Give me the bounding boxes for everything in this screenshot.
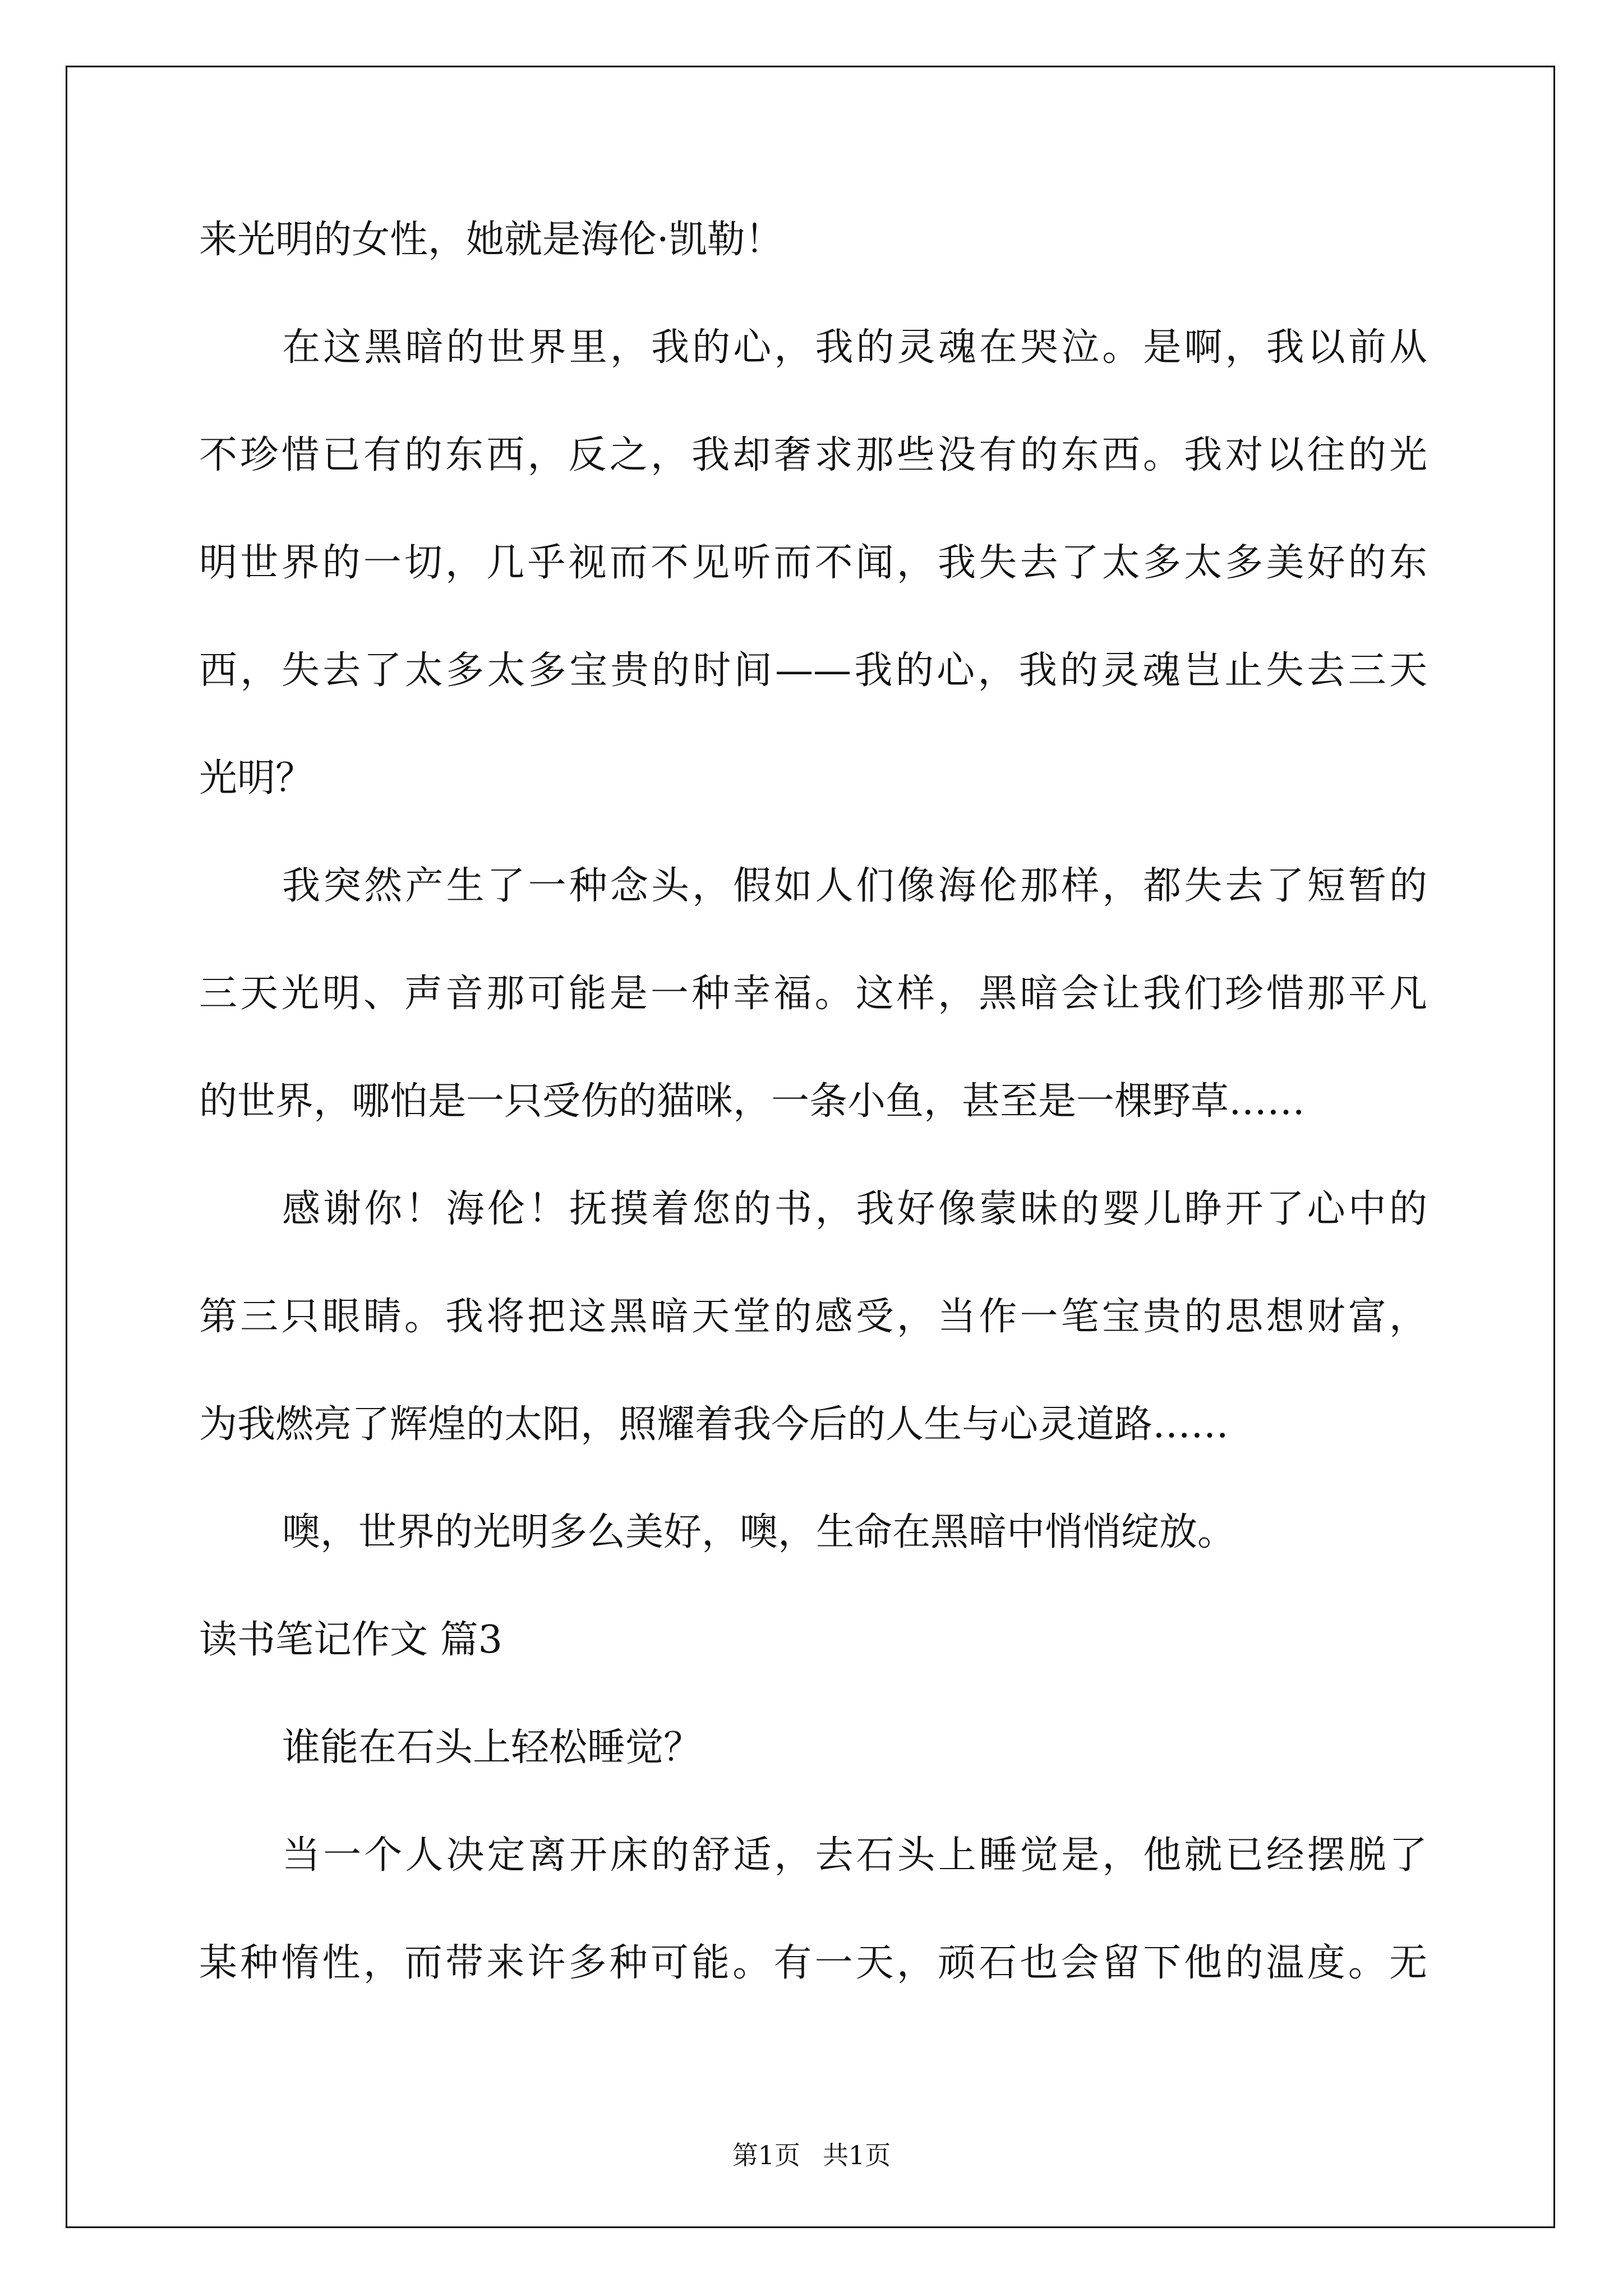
paragraph-first-line: 在这黑暗的世界里，我的心，我的灵魂在哭泣。是啊，我以前从 — [282, 325, 1427, 370]
text-line: 不珍惜已有的东西，反之，我却奢求那些没有的东西。我对以往的光 — [199, 433, 1427, 477]
text-line: 来光明的女性，她就是海伦·凯勒！ — [199, 218, 783, 262]
text-line: 的世界，哪怕是一只受伤的猫咪，一条小鱼，甚至是一棵野草…… — [199, 1079, 1306, 1124]
paragraph-first-line: 当一个人决定离开床的舒适，去石头上睡觉是，他就已经摆脱了 — [282, 1833, 1427, 1878]
page-number: 第1页 — [732, 2140, 800, 2170]
paragraph-first-line: 我突然产生了一种念头，假如人们像海伦那样，都失去了短暂的 — [282, 864, 1427, 908]
text-line: 为我燃亮了辉煌的太阳，照耀着我今后的人生与心灵道路…… — [199, 1402, 1229, 1447]
page-footer — [0, 2138, 1623, 2172]
paragraph-first-line: 噢，世界的光明多么美好，噢，生命在黑暗中悄悄绽放。 — [282, 1510, 1236, 1554]
text-line: 第三只眼睛。我将把这黑暗天堂的感受，当作一笔宝贵的思想财富， — [199, 1295, 1427, 1339]
section-heading: 读书笔记作文 篇3 — [199, 1618, 502, 1662]
paragraph-first-line: 感谢你！海伦！抚摸着您的书，我好像蒙昧的婴儿睁开了心中的 — [282, 1187, 1427, 1231]
text-line: 光明？ — [199, 756, 314, 800]
text-line: 西，失去了太多太多宝贵的时间——我的心，我的灵魂岂止失去三天 — [199, 648, 1427, 693]
text-line: 明世界的一切，几乎视而不见听而不闻，我失去了太多太多美好的东 — [199, 541, 1427, 585]
page-total: 共1页 — [823, 2140, 891, 2170]
paragraph-first-line: 谁能在石头上轻松睡觉？ — [282, 1726, 702, 1770]
text-line: 某种惰性，而带来许多种可能。有一天，顽石也会留下他的温度。无 — [199, 1941, 1427, 1985]
text-line: 三天光明、声音那可能是一种幸福。这样，黑暗会让我们珍惜那平凡 — [199, 972, 1427, 1016]
page-border — [66, 66, 1555, 2228]
